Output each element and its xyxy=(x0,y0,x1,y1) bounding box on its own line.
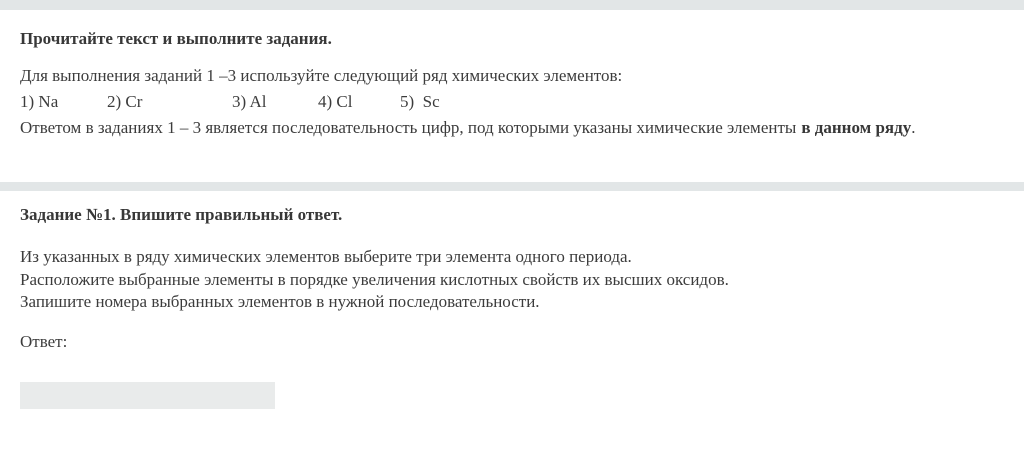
task-panel xyxy=(0,191,1024,457)
answer-input[interactable] xyxy=(20,382,275,409)
element-option-4: 4) Cl xyxy=(318,92,353,111)
task-instruction-line: Из указанных в ряду химических элементов выберите три элемента одного периода. xyxy=(20,247,632,266)
task-heading: Задание №1. Впишите правильный ответ. xyxy=(20,205,343,224)
answer-label: Ответ: xyxy=(20,331,68,351)
task-instructions xyxy=(20,246,1004,314)
element-option-1: 1) Na xyxy=(20,92,59,111)
element-option-3: 3) Al xyxy=(232,92,267,111)
task-instruction-line: Расположите выбранные элементы в порядке увеличения кислотных свойств их высших оксидов. xyxy=(20,269,729,289)
intro-answer-format-note xyxy=(20,115,1004,141)
answer-format-text: Ответом в заданиях 1 – 3 является последовательность цифр, под которыми указаны химические элементы xyxy=(20,118,797,137)
task-instruction-line: Запишите номера выбранных элементов в нужной последовательности. xyxy=(20,292,540,311)
answer-format-period: . xyxy=(911,118,916,137)
elements-row xyxy=(20,89,1004,115)
answer-format-bold: в данном ряду xyxy=(801,118,912,137)
intro-instruction: Для выполнения заданий 1 –3 используйте следующий ряд химических элементов: xyxy=(20,66,623,85)
intro-heading: Прочитайте текст и выполните задания. xyxy=(20,29,332,48)
element-option-5: 5) Sc xyxy=(400,92,440,111)
intro-panel xyxy=(0,10,1024,182)
element-option-2: 2) Cr xyxy=(107,92,143,111)
